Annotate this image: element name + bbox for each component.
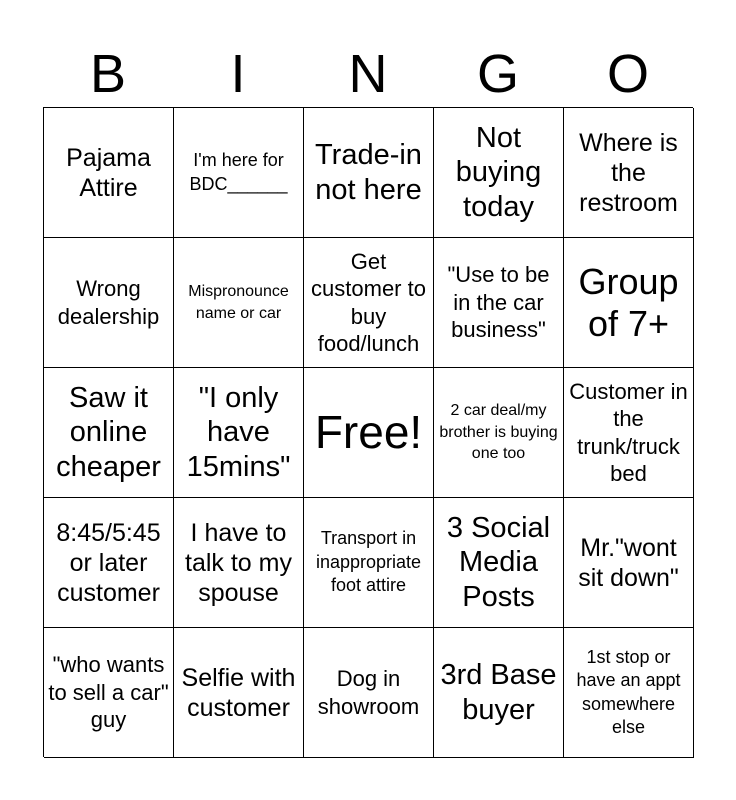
bingo-cell[interactable]: I'm here for BDC______ — [174, 108, 304, 238]
bingo-cell[interactable]: Group of 7+ — [564, 238, 694, 368]
header-letter-n: N — [348, 44, 388, 104]
header-letter-o: O — [606, 44, 649, 104]
bingo-cell[interactable]: 1st stop or have an appt somewhere else — [564, 628, 694, 758]
bingo-cell[interactable]: Trade-in not here — [304, 108, 434, 238]
bingo-cell[interactable]: Pajama Attire — [44, 108, 174, 238]
bingo-cell[interactable]: Dog in showroom — [304, 628, 434, 758]
bingo-cell[interactable]: Transport in inappropriate foot attire — [304, 498, 434, 628]
bingo-cell[interactable]: Mr."wont sit down" — [564, 498, 694, 628]
header-letter-b: B — [89, 44, 127, 104]
bingo-cell[interactable]: Not buying today — [434, 108, 564, 238]
bingo-cell[interactable]: "I only have 15mins" — [174, 368, 304, 498]
bingo-cell[interactable]: Wrong dealership — [44, 238, 174, 368]
bingo-cell[interactable]: 8:45/5:45 or later customer — [44, 498, 174, 628]
bingo-cell[interactable]: 3rd Base buyer — [434, 628, 564, 758]
header-letter-g: G — [476, 44, 519, 104]
bingo-cell[interactable]: Selfie with customer — [174, 628, 304, 758]
bingo-cell[interactable]: I have to talk to my spouse — [174, 498, 304, 628]
bingo-grid — [43, 107, 693, 757]
bingo-cell[interactable]: Get customer to buy food/lunch — [304, 238, 434, 368]
bingo-cell[interactable]: "who wants to sell a car" guy — [44, 628, 174, 758]
bingo-cell[interactable]: "Use to be in the car business" — [434, 238, 564, 368]
bingo-header — [43, 40, 693, 108]
free-space-cell[interactable]: Free! — [304, 368, 434, 498]
bingo-cell[interactable]: Saw it online cheaper — [44, 368, 174, 498]
bingo-cell[interactable]: Customer in the trunk/truck bed — [564, 368, 694, 498]
bingo-cell[interactable]: 3 Social Media Posts — [434, 498, 564, 628]
bingo-cell[interactable]: 2 car deal/my brother is buying one too — [434, 368, 564, 498]
bingo-cell[interactable]: Mispronounce name or car — [174, 238, 304, 368]
header-letter-i: I — [230, 44, 246, 104]
bingo-cell[interactable]: Where is the restroom — [564, 108, 694, 238]
